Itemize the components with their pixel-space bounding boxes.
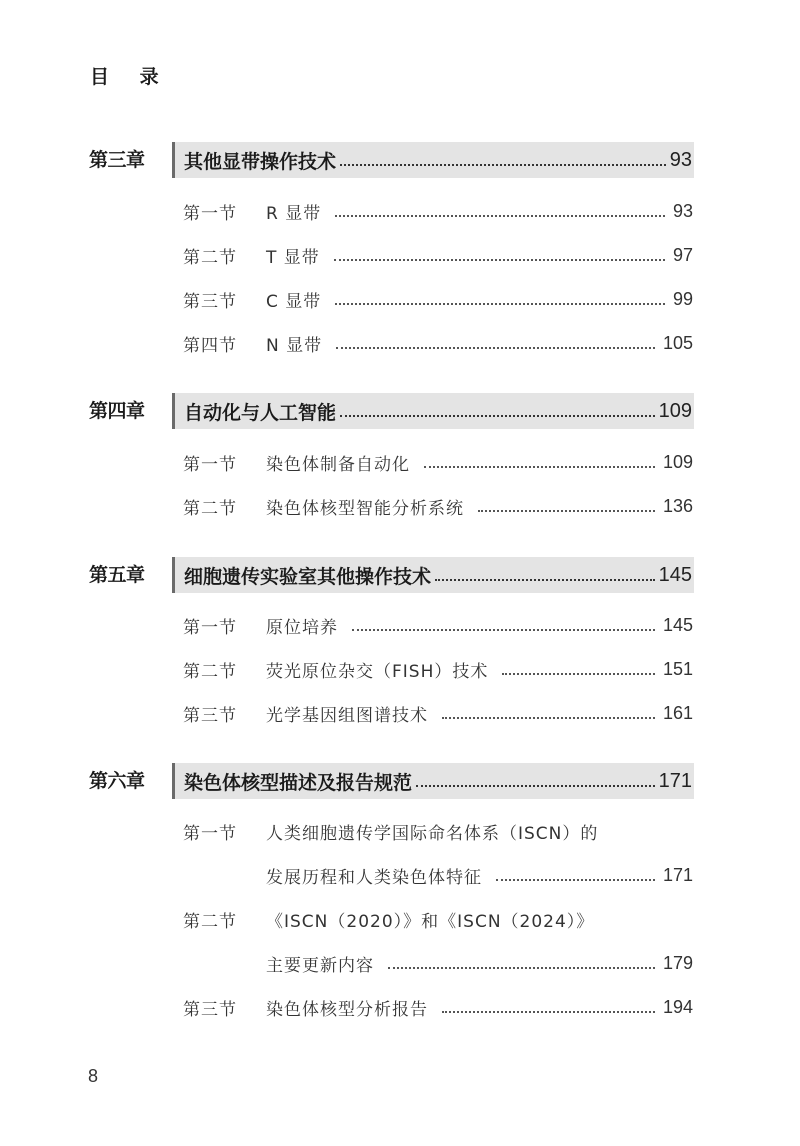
section-label: 第二节: [183, 498, 237, 519]
section-title: 染色体核型智能分析系统: [266, 498, 464, 519]
section-page: 136: [662, 495, 693, 516]
section-label: 第二节: [183, 247, 237, 268]
section-label: 第一节: [183, 203, 237, 224]
section-title: 原位培养: [266, 617, 338, 638]
dot-leader: [416, 785, 655, 787]
section-entry[interactable]: [183, 328, 693, 358]
dot-leader: [334, 259, 665, 261]
section-entry[interactable]: [183, 196, 693, 226]
section-label: 第四节: [183, 335, 237, 356]
dot-leader: [442, 1011, 655, 1013]
section-page: 105: [662, 332, 693, 353]
section-title-continued: 主要更新内容: [266, 955, 374, 976]
chapter-entry[interactable]: [172, 142, 694, 178]
section-page: 151: [662, 658, 693, 679]
section-page: 97: [672, 244, 693, 265]
section-label: 第一节: [183, 617, 237, 638]
chapter-title: 染色体核型描述及报告规范: [184, 771, 413, 794]
section-title: 《ISCN（2020）》和《ISCN（2024）》: [266, 911, 595, 932]
dot-leader: [335, 303, 665, 305]
dot-leader: [340, 415, 655, 417]
chapter-title: 细胞遗传实验室其他操作技术: [184, 565, 432, 588]
dot-leader: [496, 879, 655, 881]
dot-leader: [435, 579, 655, 581]
chapter-label: 第五章: [89, 564, 145, 586]
section-label: 第二节: [183, 661, 237, 682]
chapter-page: 145: [658, 563, 692, 586]
dot-leader: [388, 967, 655, 969]
chapter-title: 自动化与人工智能: [184, 401, 337, 424]
section-entry-continuation[interactable]: [266, 948, 693, 978]
section-title: T 显带: [266, 247, 320, 268]
chapter-label: 第四章: [89, 400, 145, 422]
section-page: 161: [662, 702, 693, 723]
section-title: 人类细胞遗传学国际命名体系（ISCN）的: [266, 823, 599, 844]
chapter-title: 其他显带操作技术: [184, 150, 337, 173]
chapter-entry[interactable]: [172, 557, 694, 593]
section-label: 第一节: [183, 823, 237, 844]
chapter-label: 第三章: [89, 149, 145, 171]
section-entry[interactable]: [183, 610, 693, 640]
dot-leader: [442, 717, 655, 719]
section-title: 染色体制备自动化: [266, 454, 410, 475]
chapter-entry[interactable]: [172, 393, 694, 429]
dot-leader: [424, 466, 655, 468]
chapter-page: 171: [658, 769, 692, 792]
section-entry-continuation[interactable]: [266, 860, 693, 890]
section-title-continued: 发展历程和人类染色体特征: [266, 867, 482, 888]
section-entry[interactable]: [183, 240, 693, 270]
section-label: 第三节: [183, 999, 237, 1020]
section-page: 171: [662, 864, 693, 885]
section-title: N 显带: [266, 335, 323, 356]
section-label: 第三节: [183, 705, 237, 726]
section-entry[interactable]: [183, 491, 693, 521]
dot-leader: [335, 215, 665, 217]
section-entry[interactable]: [183, 447, 693, 477]
section-label: 第三节: [183, 291, 237, 312]
dot-leader: [352, 629, 655, 631]
section-label: 第一节: [183, 454, 237, 475]
section-entry[interactable]: [183, 904, 693, 934]
section-entry[interactable]: [183, 816, 693, 846]
section-title: 荧光原位杂交（FISH）技术: [266, 661, 489, 682]
chapter-page: 109: [658, 399, 692, 422]
section-page: 179: [662, 952, 693, 973]
dot-leader: [340, 164, 666, 166]
section-page: 99: [672, 288, 693, 309]
dot-leader: [478, 510, 655, 512]
page-heading: 目 录: [90, 66, 171, 88]
section-title: 光学基因组图谱技术: [266, 705, 428, 726]
dot-leader: [502, 673, 655, 675]
section-title: C 显带: [266, 291, 322, 312]
section-label: 第二节: [183, 911, 237, 932]
section-entry[interactable]: [183, 654, 693, 684]
section-title: R 显带: [266, 203, 322, 224]
section-title: 染色体核型分析报告: [266, 999, 428, 1020]
page-number: 8: [88, 1066, 99, 1086]
section-page: 194: [662, 996, 693, 1017]
chapter-page: 93: [669, 148, 692, 171]
section-entry[interactable]: [183, 698, 693, 728]
chapter-label: 第六章: [89, 770, 145, 792]
section-page: 109: [662, 451, 693, 472]
section-page: 145: [662, 614, 693, 635]
section-entry[interactable]: [183, 992, 693, 1022]
section-entry[interactable]: [183, 284, 693, 314]
dot-leader: [336, 347, 655, 349]
chapter-entry[interactable]: [172, 763, 694, 799]
section-page: 93: [672, 200, 693, 221]
